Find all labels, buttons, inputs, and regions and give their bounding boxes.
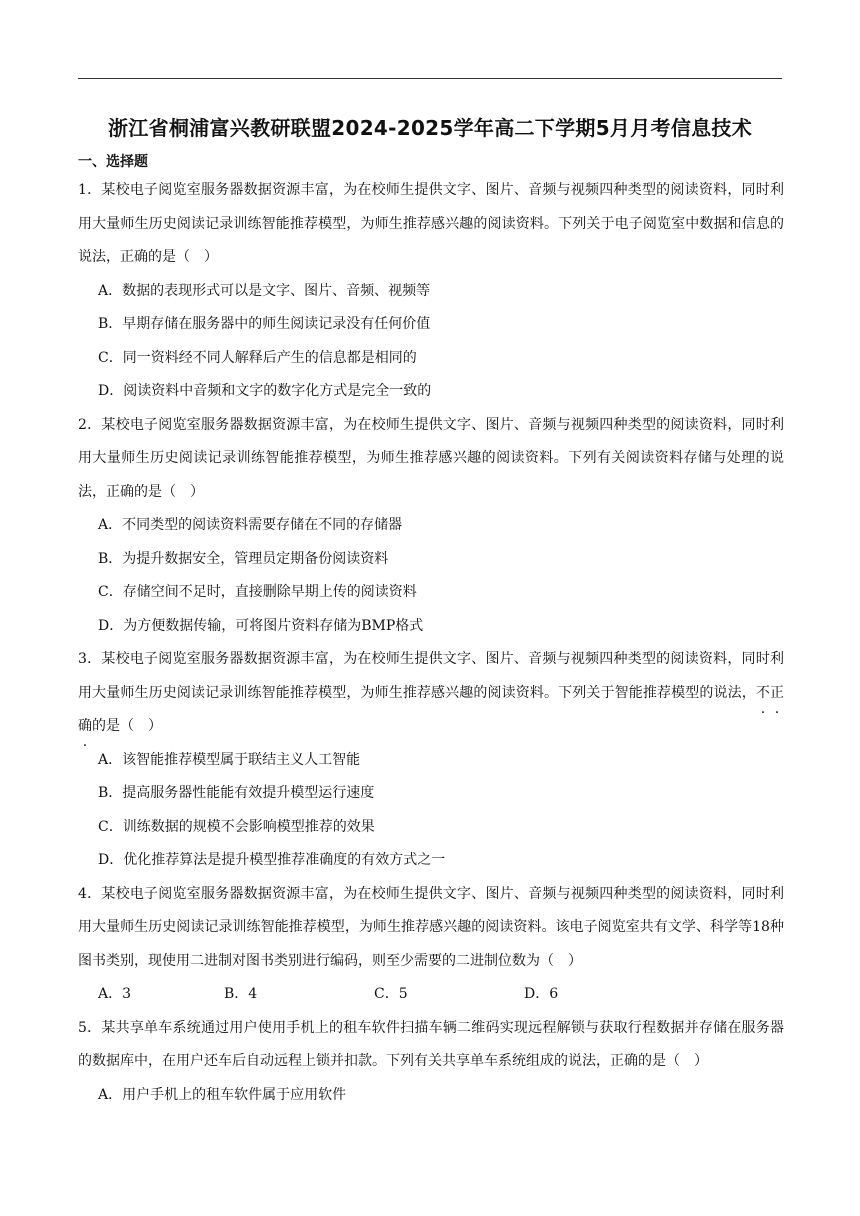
question-4-option-b: B．4 <box>224 986 258 1002</box>
emphasis-char: 正 <box>770 684 784 701</box>
question-3-stem <box>78 643 784 744</box>
section-heading: 一、选择题 <box>78 154 148 170</box>
question-5-stem: 5．某共享单车系统通过用户使用手机上的租车软件扫描车辆二维码实现远程解锁与获取行程数据并存储在服务器的数据库中，在用户还车后自动远程上锁并扣款。下列有关共享单车系统组成的说法，正确的是（ ） <box>78 1019 784 1069</box>
page-title: 浙江省桐浦富兴教研联盟2024-2025学年高二下学期5月月考信息技术 <box>107 116 753 140</box>
question-3-stem-end: 的是（ ） <box>92 718 162 734</box>
question-4-option-c: C．5 <box>374 986 408 1002</box>
question-2-option-b: B．为提升数据安全，管理员定期备份阅读资料 <box>98 550 389 567</box>
question-1-option-d: D．阅读资料中音频和文字的数字化方式是完全一致的 <box>98 383 432 399</box>
question-3-option-a: A．该智能推荐模型属于联结主义人工智能 <box>98 751 361 768</box>
question-3-option-c: C．训练数据的规模不会影响模型推荐的效果 <box>98 818 375 835</box>
header-rule <box>78 78 782 79</box>
question-1-stem: 1．某校电子阅览室服务器数据资源丰富，为在校师生提供文字、图片、音频与视频四种类型的阅读资料，同时利用大量师生历史阅读记录训练智能推荐模型，为师生推荐感兴趣的阅读资料。下列关于电子阅览室中数据和信息的说法，正确的是（ ） <box>78 182 784 265</box>
question-1-option-a: A．数据的表现形式可以是文字、图片、音频、视频等 <box>98 282 431 299</box>
question-2-option-a: A．不同类型的阅读资料需要存储在不同的存储器 <box>98 517 403 533</box>
question-3-option-b: B．提高服务器性能能有效提升模型运行速度 <box>98 785 375 801</box>
question-2-option-c: C．存储空间不足时，直接删除早期上传的阅读资料 <box>98 584 417 600</box>
question-2-stem: 2．某校电子阅览室服务器数据资源丰富，为在校师生提供文字、图片、音频与视频四种类型的阅读资料，同时利用大量师生历史阅读记录训练智能推荐模型，为师生推荐感兴趣的阅读资料。下列有关阅读资料存储与处理的说法，正确的是（ ） <box>78 416 784 500</box>
emphasis-char: 确 <box>78 718 92 734</box>
question-3-stem-text: 3．某校电子阅览室服务器数据资源丰富，为在校师生提供文字、图片、音频与视频四种类型的阅读资料，同时利用大量师生历史阅读记录训练智能推荐模型，为师生推荐感兴趣的阅读资料。下列关于智能推荐模型的说法， <box>78 651 784 701</box>
question-4-option-d: D．6 <box>524 986 559 1002</box>
question-5-option-a: A．用户手机上的租车软件属于应用软件 <box>98 1086 347 1103</box>
question-1-option-b: B．早期存储在服务器中的师生阅读记录没有任何价值 <box>98 316 431 332</box>
emphasis-char: 不 <box>755 684 770 701</box>
question-4-options <box>78 978 784 1012</box>
question-1-option-c: C．同一资料经不同人解释后产生的信息都是相同的 <box>98 349 417 366</box>
question-4-option-a: A．3 <box>98 986 132 1002</box>
question-4-stem: 4．某校电子阅览室服务器数据资源丰富，为在校师生提供文字、图片、音频与视频四种类型的阅读资料，同时利用大量师生历史阅读记录训练智能推荐模型，为师生推荐感兴趣的阅读资料。该电子阅览室共有文学、科学等18种图书类别，现使用二进制对图书类别进行编码，则至少需要的二进制位数为（ ） <box>78 885 784 969</box>
question-2-option-d: D．为方便数据传输，可将图片资料存储为BMP格式 <box>98 617 424 634</box>
question-list <box>78 174 784 1112</box>
question-3-option-d: D．优化推荐算法是提升模型推荐准确度的有效方式之一 <box>98 852 446 868</box>
